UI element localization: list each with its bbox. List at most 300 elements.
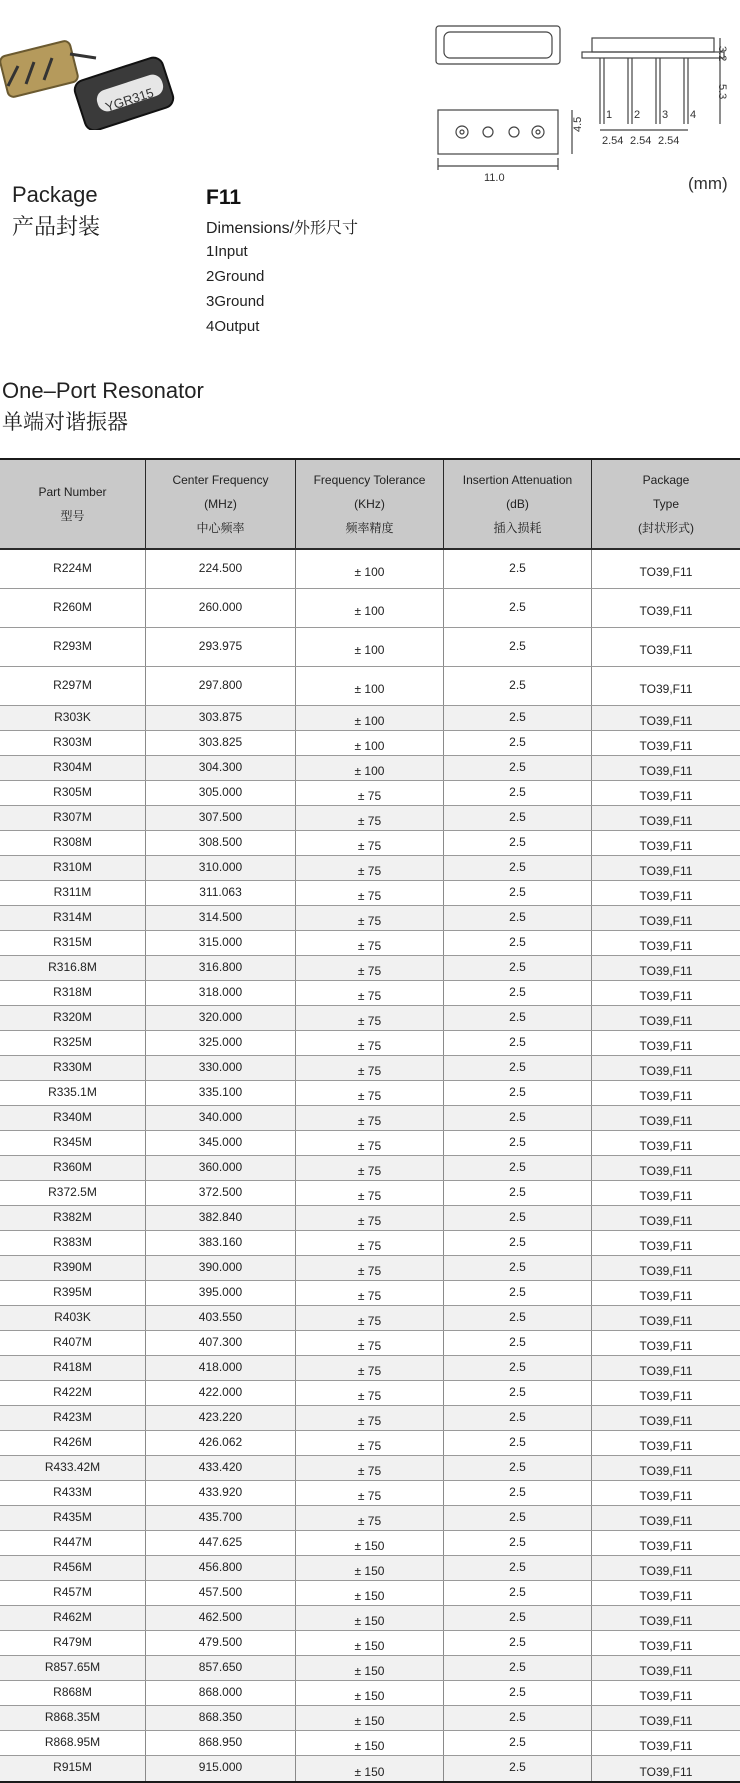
- table-row: [0, 1731, 740, 1756]
- cell-center-frequency: 435.700: [146, 1506, 296, 1530]
- cell-package-type: TO39,F11: [639, 1389, 693, 1403]
- cell-center-frequency: 360.000: [146, 1156, 296, 1180]
- cell-center-frequency: 340.000: [146, 1106, 296, 1130]
- cell-center-frequency: 403.550: [146, 1306, 296, 1330]
- cell-attenuation: 2.5: [444, 1156, 592, 1180]
- cell-part-number: R868.95M: [0, 1731, 146, 1755]
- cell-package-type: TO39,F11: [639, 1564, 693, 1578]
- cell-attenuation: 2.5: [444, 806, 592, 830]
- cell-center-frequency: 372.500: [146, 1181, 296, 1205]
- pin-pitch-3: 2.54: [658, 135, 680, 147]
- cell-tolerance: ± 100: [296, 667, 444, 705]
- cell-part-number: R456M: [0, 1556, 146, 1580]
- cell-center-frequency: 868.350: [146, 1706, 296, 1730]
- cell-part-number: R479M: [0, 1631, 146, 1655]
- cell-tolerance: ± 75: [296, 1406, 444, 1430]
- cell-package-type: TO39,F11: [639, 682, 693, 696]
- cell-attenuation: 2.5: [444, 667, 592, 705]
- section-title-cn: 单端对谐振器: [2, 411, 128, 434]
- cell-package-type: TO39,F11: [639, 1614, 693, 1628]
- cell-center-frequency: 479.500: [146, 1631, 296, 1655]
- table-row: [0, 956, 740, 981]
- cell-tolerance: ± 100: [296, 706, 444, 730]
- table-row: [0, 1406, 740, 1431]
- table-row: [0, 1006, 740, 1031]
- cell-attenuation: 2.5: [444, 706, 592, 730]
- cell-part-number: R422M: [0, 1381, 146, 1405]
- cell-attenuation: 2.5: [444, 931, 592, 955]
- cell-tolerance: ± 75: [296, 831, 444, 855]
- cell-center-frequency: 315.000: [146, 931, 296, 955]
- table-row: [0, 628, 740, 667]
- cell-package-type: TO39,F11: [639, 1264, 693, 1278]
- table-row: [0, 731, 740, 756]
- table-row: [0, 1306, 740, 1331]
- package-model: F11: [206, 186, 242, 209]
- cell-package-type: TO39,F11: [639, 839, 693, 853]
- cell-part-number: R311M: [0, 881, 146, 905]
- table-row: [0, 781, 740, 806]
- table-row: [0, 1606, 740, 1631]
- cell-tolerance: ± 150: [296, 1631, 444, 1655]
- cell-part-number: R915M: [0, 1756, 146, 1781]
- package-title-en: Package: [12, 182, 98, 207]
- cell-part-number: R383M: [0, 1231, 146, 1255]
- cell-tolerance: ± 150: [296, 1581, 444, 1605]
- cell-part-number: R457M: [0, 1581, 146, 1605]
- cell-center-frequency: 382.840: [146, 1206, 296, 1230]
- cell-tolerance: ± 75: [296, 1056, 444, 1080]
- table-row: [0, 1431, 740, 1456]
- cell-part-number: R325M: [0, 1031, 146, 1055]
- table-row: [0, 1656, 740, 1681]
- cell-part-number: R447M: [0, 1531, 146, 1555]
- table-row: [0, 1256, 740, 1281]
- header-frequency-tolerance: Frequency Tolerance (KHz) 频率精度: [296, 460, 444, 548]
- cell-attenuation: 2.5: [444, 1306, 592, 1330]
- dim-pin-length: 5.3: [716, 84, 728, 100]
- cell-attenuation: 2.5: [444, 1456, 592, 1480]
- cell-package-type: TO39,F11: [639, 764, 693, 778]
- cell-center-frequency: 426.062: [146, 1431, 296, 1455]
- cell-package-type: TO39,F11: [639, 604, 693, 618]
- cell-tolerance: ± 150: [296, 1681, 444, 1705]
- cell-center-frequency: 304.300: [146, 756, 296, 780]
- cell-package-type: TO39,F11: [639, 1039, 693, 1053]
- cell-tolerance: ± 75: [296, 1356, 444, 1380]
- cell-part-number: R224M: [0, 550, 146, 588]
- photo-marking: YGR315: [103, 84, 156, 115]
- pin-number-3: 3: [662, 109, 669, 121]
- cell-package-type: TO39,F11: [639, 1514, 693, 1528]
- cell-package-type: TO39,F11: [639, 1464, 693, 1478]
- pin-number-4: 4: [690, 109, 697, 121]
- cell-center-frequency: 868.950: [146, 1731, 296, 1755]
- cell-center-frequency: 423.220: [146, 1406, 296, 1430]
- pin-description: 4Output: [206, 318, 260, 335]
- cell-package-type: TO39,F11: [639, 814, 693, 828]
- cell-package-type: TO39,F11: [639, 1689, 693, 1703]
- cell-part-number: R407M: [0, 1331, 146, 1355]
- table-row: [0, 1581, 740, 1606]
- cell-part-number: R857.65M: [0, 1656, 146, 1680]
- cell-attenuation: 2.5: [444, 1656, 592, 1680]
- cell-part-number: R395M: [0, 1281, 146, 1305]
- cell-package-type: TO39,F11: [639, 1289, 693, 1303]
- table-row: [0, 981, 740, 1006]
- cell-part-number: R314M: [0, 906, 146, 930]
- pin-pitch-1: 2.54: [602, 135, 624, 147]
- cell-part-number: R303M: [0, 731, 146, 755]
- cell-package-type: TO39,F11: [639, 565, 693, 579]
- cell-attenuation: 2.5: [444, 550, 592, 588]
- cell-center-frequency: 383.160: [146, 1231, 296, 1255]
- product-photo: [0, 18, 180, 130]
- table-row: [0, 1706, 740, 1731]
- cell-package-type: TO39,F11: [639, 643, 693, 657]
- pin-description: 1Input: [206, 243, 248, 260]
- cell-center-frequency: 293.975: [146, 628, 296, 666]
- cell-tolerance: ± 75: [296, 1006, 444, 1030]
- table-row: [0, 1181, 740, 1206]
- dim-top-height: 3.2: [716, 46, 728, 62]
- dimensions-label: Dimensions/外形尺寸: [206, 220, 359, 237]
- cell-part-number: R315M: [0, 931, 146, 955]
- cell-attenuation: 2.5: [444, 1256, 592, 1280]
- cell-package-type: TO39,F11: [639, 864, 693, 878]
- cell-tolerance: ± 75: [296, 1456, 444, 1480]
- cell-attenuation: 2.5: [444, 1431, 592, 1455]
- cell-package-type: TO39,F11: [639, 964, 693, 978]
- cell-package-type: TO39,F11: [639, 714, 693, 728]
- cell-package-type: TO39,F11: [639, 1364, 693, 1378]
- cell-center-frequency: 868.000: [146, 1681, 296, 1705]
- cell-part-number: R308M: [0, 831, 146, 855]
- cell-tolerance: ± 75: [296, 1481, 444, 1505]
- pin-pitch-2: 2.54: [630, 135, 652, 147]
- cell-package-type: TO39,F11: [639, 1014, 693, 1028]
- table-row: [0, 1506, 740, 1531]
- cell-tolerance: ± 75: [296, 1331, 444, 1355]
- table-row: [0, 1756, 740, 1781]
- cell-center-frequency: 330.000: [146, 1056, 296, 1080]
- cell-attenuation: 2.5: [444, 756, 592, 780]
- cell-package-type: TO39,F11: [639, 1064, 693, 1078]
- table-row: [0, 1081, 740, 1106]
- cell-attenuation: 2.5: [444, 628, 592, 666]
- cell-attenuation: 2.5: [444, 1381, 592, 1405]
- cell-part-number: R305M: [0, 781, 146, 805]
- cell-tolerance: ± 150: [296, 1706, 444, 1730]
- cell-package-type: TO39,F11: [639, 1589, 693, 1603]
- cell-part-number: R345M: [0, 1131, 146, 1155]
- cell-part-number: R330M: [0, 1056, 146, 1080]
- table-row: [0, 1556, 740, 1581]
- cell-attenuation: 2.5: [444, 1231, 592, 1255]
- cell-center-frequency: 325.000: [146, 1031, 296, 1055]
- table-row: [0, 906, 740, 931]
- cell-attenuation: 2.5: [444, 956, 592, 980]
- cell-attenuation: 2.5: [444, 906, 592, 930]
- cell-part-number: R462M: [0, 1606, 146, 1630]
- resonator-table: [0, 458, 740, 1783]
- cell-part-number: R303K: [0, 706, 146, 730]
- cell-part-number: R307M: [0, 806, 146, 830]
- table-header: [0, 460, 740, 550]
- cell-tolerance: ± 75: [296, 1181, 444, 1205]
- cell-tolerance: ± 150: [296, 1656, 444, 1680]
- cell-part-number: R335.1M: [0, 1081, 146, 1105]
- cell-attenuation: 2.5: [444, 1331, 592, 1355]
- cell-package-type: TO39,F11: [639, 1664, 693, 1678]
- cell-attenuation: 2.5: [444, 731, 592, 755]
- table-row: [0, 1031, 740, 1056]
- cell-tolerance: ± 100: [296, 628, 444, 666]
- table-row: [0, 856, 740, 881]
- cell-attenuation: 2.5: [444, 1606, 592, 1630]
- cell-attenuation: 2.5: [444, 1531, 592, 1555]
- cell-tolerance: ± 75: [296, 1506, 444, 1530]
- cell-attenuation: 2.5: [444, 1481, 592, 1505]
- cell-part-number: R435M: [0, 1506, 146, 1530]
- package-title-cn: 产品封装: [12, 214, 101, 239]
- table-row: [0, 1456, 740, 1481]
- pin-number-2: 2: [634, 109, 641, 121]
- cell-attenuation: 2.5: [444, 1081, 592, 1105]
- cell-package-type: TO39,F11: [639, 1339, 693, 1353]
- table-row: [0, 1281, 740, 1306]
- cell-center-frequency: 915.000: [146, 1756, 296, 1781]
- table-row: [0, 1381, 740, 1406]
- table-row: [0, 1206, 740, 1231]
- cell-package-type: TO39,F11: [639, 1764, 693, 1779]
- table-row: [0, 1356, 740, 1381]
- cell-center-frequency: 318.000: [146, 981, 296, 1005]
- cell-tolerance: ± 75: [296, 956, 444, 980]
- table-row: [0, 1531, 740, 1556]
- cell-attenuation: 2.5: [444, 1181, 592, 1205]
- table-row: [0, 1131, 740, 1156]
- cell-center-frequency: 307.500: [146, 806, 296, 830]
- cell-package-type: TO39,F11: [639, 1239, 693, 1253]
- header-part-number: Part Number 型号: [0, 460, 146, 548]
- cell-part-number: R868.35M: [0, 1706, 146, 1730]
- cell-attenuation: 2.5: [444, 831, 592, 855]
- table-row: [0, 1681, 740, 1706]
- cell-part-number: R423M: [0, 1406, 146, 1430]
- cell-tolerance: ± 75: [296, 881, 444, 905]
- cell-tolerance: ± 75: [296, 806, 444, 830]
- cell-attenuation: 2.5: [444, 856, 592, 880]
- cell-part-number: R340M: [0, 1106, 146, 1130]
- cell-center-frequency: 433.920: [146, 1481, 296, 1505]
- cell-part-number: R426M: [0, 1431, 146, 1455]
- cell-center-frequency: 407.300: [146, 1331, 296, 1355]
- cell-package-type: TO39,F11: [639, 1189, 693, 1203]
- cell-package-type: TO39,F11: [639, 1139, 693, 1153]
- cell-tolerance: ± 75: [296, 1081, 444, 1105]
- cell-attenuation: 2.5: [444, 1131, 592, 1155]
- cell-attenuation: 2.5: [444, 881, 592, 905]
- cell-part-number: R433M: [0, 1481, 146, 1505]
- cell-attenuation: 2.5: [444, 1506, 592, 1530]
- cell-center-frequency: 422.000: [146, 1381, 296, 1405]
- cell-part-number: R868M: [0, 1681, 146, 1705]
- cell-attenuation: 2.5: [444, 1631, 592, 1655]
- cell-tolerance: ± 75: [296, 1106, 444, 1130]
- cell-package-type: TO39,F11: [639, 1439, 693, 1453]
- cell-center-frequency: 447.625: [146, 1531, 296, 1555]
- table-row: [0, 1156, 740, 1181]
- cell-package-type: TO39,F11: [639, 1639, 693, 1653]
- table-row: [0, 831, 740, 856]
- dim-body-depth: 4.5: [572, 116, 584, 132]
- table-row: [0, 1231, 740, 1256]
- cell-center-frequency: 224.500: [146, 550, 296, 588]
- cell-attenuation: 2.5: [444, 1756, 592, 1781]
- cell-tolerance: ± 75: [296, 1206, 444, 1230]
- cell-tolerance: ± 75: [296, 1231, 444, 1255]
- cell-part-number: R403K: [0, 1306, 146, 1330]
- table-row: [0, 1481, 740, 1506]
- cell-center-frequency: 311.063: [146, 881, 296, 905]
- cell-center-frequency: 457.500: [146, 1581, 296, 1605]
- cell-center-frequency: 303.875: [146, 706, 296, 730]
- cell-attenuation: 2.5: [444, 1681, 592, 1705]
- cell-tolerance: ± 75: [296, 781, 444, 805]
- cell-center-frequency: 260.000: [146, 589, 296, 627]
- cell-part-number: R418M: [0, 1356, 146, 1380]
- cell-package-type: TO39,F11: [639, 1164, 693, 1178]
- header-insertion-attenuation: Insertion Attenuation (dB) 插入损耗: [444, 460, 592, 548]
- cell-attenuation: 2.5: [444, 1031, 592, 1055]
- cell-part-number: R316.8M: [0, 956, 146, 980]
- cell-center-frequency: 320.000: [146, 1006, 296, 1030]
- cell-attenuation: 2.5: [444, 1281, 592, 1305]
- cell-package-type: TO39,F11: [639, 789, 693, 803]
- cell-package-type: TO39,F11: [639, 1414, 693, 1428]
- cell-part-number: R390M: [0, 1256, 146, 1280]
- dimension-drawing: [430, 18, 740, 183]
- cell-center-frequency: 345.000: [146, 1131, 296, 1155]
- cell-tolerance: ± 75: [296, 1131, 444, 1155]
- table-row: [0, 589, 740, 628]
- cell-center-frequency: 390.000: [146, 1256, 296, 1280]
- cell-tolerance: ± 75: [296, 1306, 444, 1330]
- pin-description: 2Ground: [206, 268, 265, 285]
- cell-package-type: TO39,F11: [639, 1214, 693, 1228]
- cell-center-frequency: 305.000: [146, 781, 296, 805]
- cell-tolerance: ± 150: [296, 1556, 444, 1580]
- table-row: [0, 550, 740, 589]
- header-package-type: Package Type (封状形式): [638, 473, 694, 535]
- cell-package-type: TO39,F11: [639, 914, 693, 928]
- cell-tolerance: ± 75: [296, 1281, 444, 1305]
- cell-package-type: TO39,F11: [639, 739, 693, 753]
- cell-attenuation: 2.5: [444, 1006, 592, 1030]
- cell-part-number: R320M: [0, 1006, 146, 1030]
- cell-package-type: TO39,F11: [639, 1089, 693, 1103]
- pin-number-1: 1: [606, 109, 613, 121]
- cell-attenuation: 2.5: [444, 1556, 592, 1580]
- cell-attenuation: 2.5: [444, 1206, 592, 1230]
- cell-center-frequency: 310.000: [146, 856, 296, 880]
- cell-part-number: R310M: [0, 856, 146, 880]
- cell-package-type: TO39,F11: [639, 1489, 693, 1503]
- table-row: [0, 1331, 740, 1356]
- cell-package-type: TO39,F11: [639, 1714, 693, 1728]
- cell-tolerance: ± 100: [296, 731, 444, 755]
- cell-center-frequency: 462.500: [146, 1606, 296, 1630]
- cell-tolerance: ± 75: [296, 981, 444, 1005]
- table-row: [0, 931, 740, 956]
- cell-center-frequency: 395.000: [146, 1281, 296, 1305]
- cell-part-number: R433.42M: [0, 1456, 146, 1480]
- cell-package-type: TO39,F11: [639, 939, 693, 953]
- cell-part-number: R318M: [0, 981, 146, 1005]
- table-row: [0, 706, 740, 731]
- cell-tolerance: ± 150: [296, 1531, 444, 1555]
- cell-package-type: TO39,F11: [639, 889, 693, 903]
- cell-tolerance: ± 75: [296, 1381, 444, 1405]
- cell-attenuation: 2.5: [444, 781, 592, 805]
- cell-attenuation: 2.5: [444, 1356, 592, 1380]
- cell-attenuation: 2.5: [444, 1581, 592, 1605]
- cell-part-number: R297M: [0, 667, 146, 705]
- cell-tolerance: ± 100: [296, 550, 444, 588]
- cell-attenuation: 2.5: [444, 1706, 592, 1730]
- table-row: [0, 1056, 740, 1081]
- cell-center-frequency: 456.800: [146, 1556, 296, 1580]
- cell-part-number: R304M: [0, 756, 146, 780]
- table-row: [0, 806, 740, 831]
- cell-tolerance: ± 75: [296, 931, 444, 955]
- cell-center-frequency: 303.825: [146, 731, 296, 755]
- table-row: [0, 881, 740, 906]
- cell-tolerance: ± 75: [296, 1431, 444, 1455]
- dim-width: 11.0: [484, 172, 505, 183]
- cell-package-type: TO39,F11: [639, 1314, 693, 1328]
- cell-tolerance: ± 75: [296, 1031, 444, 1055]
- units-label: (mm): [688, 174, 728, 193]
- cell-center-frequency: 308.500: [146, 831, 296, 855]
- cell-attenuation: 2.5: [444, 589, 592, 627]
- table-row: [0, 667, 740, 706]
- cell-part-number: R382M: [0, 1206, 146, 1230]
- cell-center-frequency: 857.650: [146, 1656, 296, 1680]
- cell-part-number: R293M: [0, 628, 146, 666]
- cell-part-number: R260M: [0, 589, 146, 627]
- cell-package-type: TO39,F11: [639, 1539, 693, 1553]
- section-title-en: One–Port Resonator: [2, 378, 204, 403]
- cell-center-frequency: 335.100: [146, 1081, 296, 1105]
- cell-tolerance: ± 150: [296, 1731, 444, 1755]
- cell-tolerance: ± 75: [296, 856, 444, 880]
- cell-tolerance: ± 100: [296, 589, 444, 627]
- cell-center-frequency: 433.420: [146, 1456, 296, 1480]
- cell-tolerance: ± 150: [296, 1756, 444, 1781]
- cell-attenuation: 2.5: [444, 1056, 592, 1080]
- cell-tolerance: ± 100: [296, 756, 444, 780]
- cell-package-type: TO39,F11: [639, 1114, 693, 1128]
- cell-part-number: R372.5M: [0, 1181, 146, 1205]
- pin-description: 3Ground: [206, 293, 265, 310]
- table-row: [0, 756, 740, 781]
- cell-attenuation: 2.5: [444, 1106, 592, 1130]
- header-center-frequency: Center Frequency (MHz) 中心频率: [146, 460, 296, 548]
- cell-attenuation: 2.5: [444, 981, 592, 1005]
- cell-center-frequency: 314.500: [146, 906, 296, 930]
